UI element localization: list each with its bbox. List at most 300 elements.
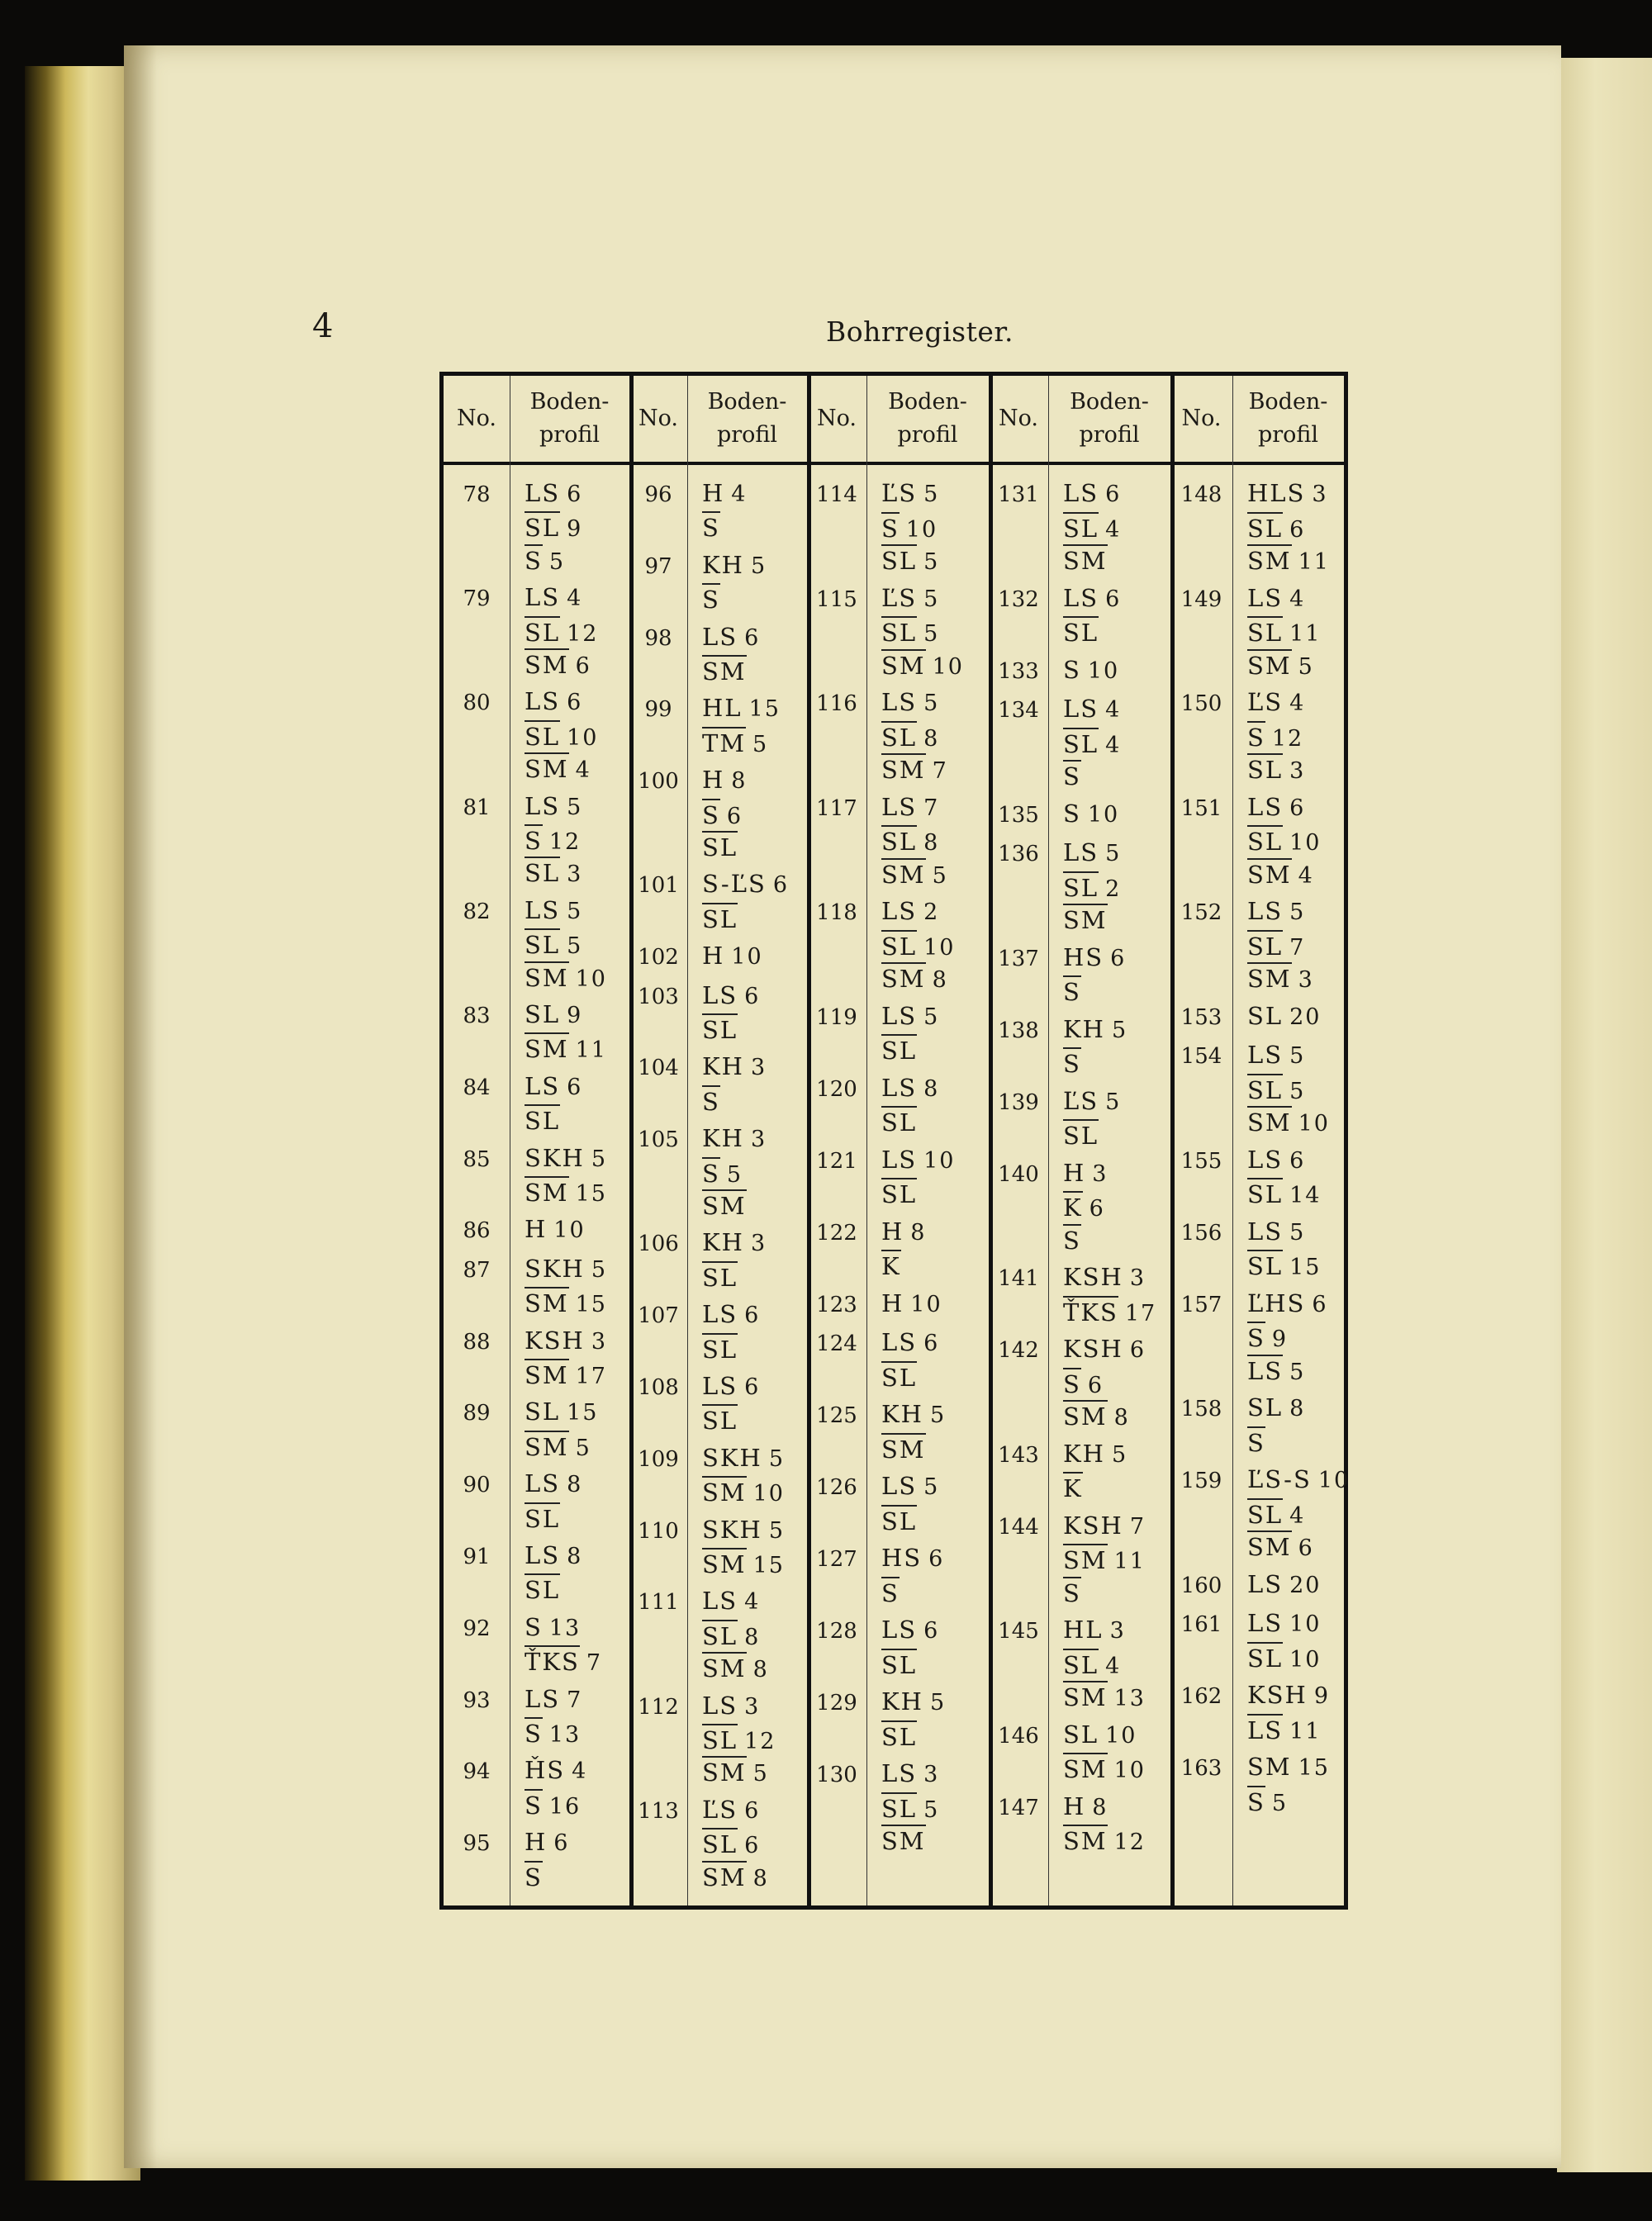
entry-number: 95: [463, 1831, 491, 1857]
soil-code: SL: [881, 930, 917, 961]
entry-number: 97: [644, 553, 672, 579]
soil-code: H: [1063, 1158, 1086, 1187]
entry-number: 135: [998, 802, 1039, 828]
layer-depth: 15: [752, 1553, 785, 1578]
soil-layer: [1247, 897, 1305, 925]
entry-number: 102: [638, 945, 679, 971]
soil-layer: [1063, 1015, 1127, 1043]
entry-number: 115: [816, 586, 857, 612]
soil-code: LS: [881, 1328, 918, 1356]
entry-number: 84: [463, 1075, 491, 1100]
layer-depth: 5: [1289, 1078, 1306, 1104]
soil-code: SM: [881, 1433, 926, 1464]
soil-layer: [525, 1645, 602, 1676]
entry-number: 118: [816, 900, 857, 925]
soil-code: LS: [525, 895, 561, 924]
soil-layer: [702, 655, 747, 686]
soil-layer: [1247, 1681, 1330, 1709]
soil-layer: [702, 1548, 785, 1578]
soil-code: LS: [525, 1684, 561, 1713]
entry-number: 113: [638, 1798, 679, 1824]
soil-layer: [525, 1431, 591, 1461]
soil-layer: [525, 479, 582, 507]
soil-code: LS: [525, 1071, 561, 1100]
soil-layer: [881, 1328, 939, 1356]
layer-depth: 4: [1289, 1502, 1306, 1529]
soil-layer: [702, 1516, 785, 1544]
soil-layer: [525, 961, 607, 992]
layer-depth: 17: [575, 1364, 607, 1389]
layer-depth: 5: [752, 1761, 769, 1787]
soil-layer: [702, 1189, 747, 1220]
soil-code: SL: [1063, 1119, 1099, 1150]
soil-layer: [525, 1502, 560, 1533]
entry-number: 134: [998, 698, 1039, 723]
soil-code: KH: [881, 1687, 923, 1716]
layer-depth: 5: [548, 548, 566, 575]
soil-layer: [525, 1215, 586, 1243]
soil-layer: [702, 1444, 785, 1472]
soil-code: K: [881, 1250, 901, 1280]
soil-code: KSH: [1063, 1511, 1123, 1540]
layer-depth: 5: [1289, 1359, 1306, 1385]
soil-code: SL: [525, 928, 560, 959]
soil-code: SM: [1247, 1753, 1292, 1781]
soil-layer: [1247, 1250, 1321, 1280]
layer-depth: 10: [910, 1291, 942, 1317]
entry-number: 130: [816, 1763, 857, 1787]
header-no: No.: [999, 406, 1038, 431]
layer-depth: 14: [1289, 1183, 1322, 1208]
layer-depth: 10: [731, 944, 763, 971]
soil-code: S: [702, 799, 720, 829]
soil-layer: [1247, 1178, 1321, 1208]
layer-depth: 5: [591, 1256, 608, 1283]
layer-depth: 5: [923, 621, 940, 647]
soil-code: SM: [525, 1359, 569, 1389]
soil-layer: [881, 1289, 942, 1317]
soil-layer: [881, 1577, 900, 1607]
layer-depth: 15: [748, 696, 781, 723]
soil-code: SL: [1063, 616, 1099, 647]
layer-depth: 6: [1110, 945, 1127, 971]
soil-code: SL: [1247, 1074, 1283, 1104]
entry-number: 83: [463, 1004, 491, 1028]
layer-depth: 5: [591, 1146, 608, 1172]
layer-depth: 8: [923, 1075, 940, 1102]
layer-depth: 11: [575, 1037, 607, 1064]
header-bodenprofil-line: Boden-: [1070, 389, 1149, 415]
soil-layer: [1247, 1714, 1321, 1744]
soil-layer: [525, 1104, 560, 1135]
soil-code: S: [1247, 1426, 1265, 1457]
soil-layer: [1063, 1224, 1081, 1255]
soil-code: SL: [881, 825, 917, 856]
soil-layer: [1247, 930, 1305, 961]
layer-depth: 7: [567, 1687, 583, 1713]
layer-depth: 3: [923, 1762, 940, 1787]
soil-code: K: [1063, 1191, 1083, 1222]
layer-depth: 10: [752, 1481, 785, 1507]
entry-number: 79: [463, 586, 491, 612]
layer-depth: 6: [744, 624, 761, 651]
soil-layer: [1247, 825, 1321, 856]
soil-code: LS: [525, 583, 561, 612]
soil-layer: [1247, 479, 1328, 507]
soil-code: SM: [702, 1861, 747, 1891]
soil-layer: [1063, 760, 1081, 790]
entry-number: 122: [816, 1220, 857, 1246]
soil-layer: [702, 1692, 760, 1720]
entry-number: 107: [638, 1303, 679, 1329]
running-head: Bohrregister.: [826, 316, 1014, 348]
soil-code: ĽS: [702, 1795, 738, 1824]
soil-code: LS: [702, 1300, 738, 1329]
soil-layer: [525, 1861, 543, 1891]
soil-layer: [1247, 753, 1305, 784]
soil-code: LS: [881, 897, 918, 925]
soil-code: SL: [702, 1404, 738, 1435]
layer-depth: 6: [1289, 795, 1306, 821]
layer-depth: 6: [575, 653, 591, 679]
soil-layer: [702, 511, 720, 542]
soil-code: LS: [525, 1541, 561, 1569]
soil-layer: [525, 1685, 582, 1713]
soil-code: ĽS-S: [1247, 1465, 1312, 1493]
soil-code: SL: [1247, 1393, 1284, 1421]
entry-number: 110: [638, 1518, 679, 1544]
soil-code: SM: [702, 1652, 747, 1682]
layer-depth: 6: [1312, 1291, 1328, 1317]
soil-code: KH: [702, 1052, 744, 1081]
layer-depth: 3: [750, 1055, 767, 1081]
soil-code: SKH: [525, 1143, 585, 1172]
soil-code: SM: [702, 1756, 747, 1787]
soil-layer: [525, 544, 565, 575]
soil-code: HS: [881, 1544, 923, 1572]
soil-code: SL: [525, 1000, 561, 1028]
soil-layer: [702, 942, 763, 970]
entry-number: 136: [998, 842, 1039, 866]
layer-depth: 6: [744, 983, 761, 1009]
soil-code: SL: [1063, 1649, 1099, 1679]
soil-code: SKH: [702, 1443, 762, 1472]
layer-depth: 4: [1298, 862, 1314, 889]
soil-layer: [702, 583, 720, 614]
layer-depth: 11: [1298, 549, 1330, 575]
soil-layer: [702, 1652, 769, 1682]
entry-number: 158: [1180, 1397, 1222, 1421]
layer-depth: 3: [750, 1231, 767, 1257]
layer-depth: 7: [1289, 934, 1306, 961]
layer-depth: 4: [1105, 1653, 1122, 1679]
soil-code: ĽS: [1247, 688, 1284, 716]
soil-layer: [702, 694, 781, 722]
soil-code: SM: [1063, 1400, 1108, 1431]
soil-code: SL: [525, 720, 560, 751]
soil-code: SM: [525, 752, 569, 783]
layer-depth: 8: [1289, 1396, 1306, 1421]
soil-layer: [881, 544, 939, 575]
layer-depth: 4: [731, 482, 748, 507]
soil-code: KSH: [525, 1326, 585, 1355]
soil-code: S: [525, 1789, 543, 1820]
soil-code: LS: [881, 792, 918, 821]
soil-code: SL: [1063, 728, 1099, 758]
soil-layer: [525, 648, 591, 679]
soil-code: SL: [1247, 512, 1283, 543]
soil-layer: [702, 1228, 767, 1256]
soil-layer: [525, 511, 582, 542]
soil-code: SL: [881, 1720, 917, 1751]
header-bodenprofil-line: Boden-: [707, 389, 787, 415]
layer-depth: 16: [548, 1793, 582, 1820]
soil-code: LS: [881, 1145, 918, 1174]
soil-code: SL: [1247, 825, 1283, 856]
soil-code: H: [702, 479, 725, 507]
soil-layer: [1247, 1786, 1288, 1816]
soil-layer: [881, 721, 939, 752]
layer-depth: 3: [1312, 482, 1328, 507]
soil-code: SKH: [525, 1254, 585, 1283]
soil-layer: [1247, 688, 1305, 716]
header-no: No.: [457, 406, 496, 431]
soil-layer: [525, 1573, 560, 1604]
soil-code: SL: [1063, 512, 1099, 543]
entry-number: 133: [998, 658, 1039, 684]
entry-number: 106: [638, 1232, 679, 1257]
header-bodenprofil-line: Boden-: [1248, 389, 1328, 415]
soil-code: S: [525, 1612, 543, 1641]
header-bodenprofil-line: profil: [539, 422, 601, 448]
soil-code: H: [881, 1217, 904, 1246]
soil-code: LS: [1247, 1355, 1283, 1385]
header-rule: [444, 462, 1344, 465]
soil-code: H: [702, 766, 725, 795]
layer-depth: 5: [575, 1435, 591, 1461]
soil-code: SL: [702, 1828, 738, 1858]
layer-depth: 5: [750, 553, 767, 579]
soil-layer: [1063, 1119, 1099, 1150]
soil-code: LS: [1063, 838, 1099, 866]
soil-code: LS: [1247, 1217, 1284, 1246]
soil-layer: [702, 799, 743, 829]
entry-number: 80: [463, 691, 491, 716]
soil-layer: [525, 1032, 607, 1063]
soil-layer: [702, 1620, 760, 1650]
soil-code: SM: [1247, 1106, 1292, 1137]
soil-layer: [1063, 904, 1108, 934]
soil-layer: [702, 1261, 738, 1292]
soil-layer: [525, 1326, 607, 1355]
soil-layer: [525, 1398, 598, 1426]
layer-depth: 6: [1289, 516, 1306, 543]
soil-layer: [1247, 1426, 1265, 1457]
soil-code: S: [702, 511, 720, 542]
soil-layer: [1247, 1753, 1330, 1781]
header-bodenprofil-line: Boden-: [888, 389, 967, 415]
soil-layer: [1063, 1649, 1121, 1679]
soil-layer: [525, 1541, 582, 1569]
book-edge: [25, 66, 140, 2181]
soil-code: S: [1063, 1368, 1081, 1398]
soil-layer: [702, 1724, 776, 1754]
soil-layer: [1063, 1400, 1130, 1431]
layer-depth: 6: [1129, 1337, 1146, 1363]
layer-depth: 15: [1298, 1755, 1330, 1781]
layer-depth: 10: [567, 724, 599, 751]
header-bodenprofil-line: profil: [1079, 422, 1140, 448]
soil-code: LS: [1247, 1714, 1283, 1744]
soil-layer: [1063, 1544, 1146, 1574]
soil-layer: [881, 1759, 939, 1787]
layer-depth: 12: [567, 620, 599, 647]
layer-depth: 8: [923, 725, 940, 752]
soil-code: KH: [702, 1124, 744, 1153]
layer-depth: 10: [1289, 1611, 1322, 1637]
soil-layer: [881, 1400, 946, 1428]
soil-layer: [1247, 544, 1330, 575]
soil-code: S: [1063, 760, 1081, 790]
layer-depth: 5: [929, 1690, 947, 1716]
soil-layer: [1063, 1720, 1137, 1749]
entry-number: 128: [816, 1619, 857, 1644]
layer-depth: 8: [910, 1219, 927, 1246]
soil-layer: [1247, 1355, 1305, 1385]
layer-depth: 5: [923, 1474, 940, 1500]
layer-depth: 15: [575, 1292, 607, 1318]
soil-layer: [881, 1146, 955, 1174]
layer-depth: 3: [750, 1127, 767, 1153]
entry-number: 154: [1180, 1044, 1222, 1069]
layer-depth: 5: [752, 731, 769, 757]
entry-number: 96: [644, 482, 672, 507]
soil-code: SM: [1063, 904, 1108, 934]
soil-code: LS: [881, 1001, 918, 1030]
layer-depth: 10: [923, 1147, 956, 1174]
layer-depth: 4: [1105, 732, 1122, 758]
soil-code: S: [881, 512, 900, 543]
soil-code: H: [525, 1215, 548, 1244]
soil-layer: [1063, 1472, 1083, 1502]
entry-number: 119: [816, 1004, 857, 1030]
layer-depth: 5: [1111, 1441, 1128, 1468]
soil-code: SM: [1063, 544, 1108, 575]
soil-layer: [1247, 1106, 1330, 1137]
entry-number: 108: [638, 1375, 679, 1400]
soil-code: SL: [881, 1505, 917, 1535]
soil-layer: [702, 1085, 720, 1116]
layer-depth: 6: [1105, 586, 1122, 612]
soil-layer: [1063, 695, 1121, 723]
header-bodenprofil-line: profil: [716, 422, 778, 448]
layer-depth: 5: [726, 1161, 743, 1188]
soil-layer: [1063, 1577, 1081, 1607]
layer-depth: 8: [567, 1544, 583, 1569]
soil-layer: [1247, 1530, 1314, 1561]
soil-layer: [702, 479, 747, 507]
soil-code: LS: [1247, 583, 1284, 612]
layer-depth: 6: [923, 1331, 940, 1356]
soil-code: SM: [525, 1431, 569, 1461]
layer-depth: 15: [575, 1181, 607, 1207]
layer-depth: 12: [1271, 725, 1304, 752]
entry-number: 138: [998, 1018, 1039, 1043]
bohrregister-table: [439, 372, 1351, 1910]
soil-layer: [881, 1544, 944, 1572]
header-bodenprofil-line: Boden-: [529, 389, 610, 415]
soil-code: S: [1063, 1224, 1081, 1255]
soil-code: S: [1063, 799, 1081, 828]
soil-code: S: [525, 1717, 543, 1748]
layer-depth: 3: [1289, 758, 1306, 784]
soil-code: SM: [1247, 858, 1292, 889]
soil-code: S: [525, 544, 543, 575]
layer-depth: 3: [591, 1328, 608, 1355]
soil-layer: [881, 1616, 939, 1644]
soil-code: SL: [1247, 1498, 1283, 1529]
layer-depth: 10: [1087, 657, 1120, 684]
layer-depth: 8: [932, 967, 948, 993]
layer-depth: 4: [575, 757, 591, 784]
soil-code: ĽHS: [1247, 1288, 1306, 1317]
layer-depth: 5: [923, 1004, 940, 1030]
soil-code: KH: [1063, 1014, 1105, 1043]
layer-depth: 12: [744, 1729, 776, 1754]
layer-depth: 5: [768, 1517, 786, 1544]
soil-code: SL: [702, 1261, 738, 1292]
soil-layer: [702, 1372, 760, 1400]
soil-layer: [1247, 1289, 1328, 1317]
entry-number: 143: [998, 1442, 1039, 1468]
entry-number: 120: [816, 1076, 857, 1102]
soil-layer: [1063, 616, 1099, 647]
soil-layer: [525, 928, 582, 959]
entry-number: 153: [1180, 1004, 1222, 1030]
soil-code: ĽS: [1063, 1086, 1099, 1115]
soil-layer: [525, 687, 582, 715]
soil-layer: [1247, 616, 1321, 647]
soil-code: SM: [702, 1189, 747, 1220]
soil-layer: [1063, 584, 1121, 612]
soil-code: HL: [1063, 1616, 1104, 1644]
soil-layer: [525, 792, 582, 820]
layer-depth: 6: [1298, 1535, 1314, 1561]
soil-layer: [1247, 1146, 1305, 1174]
soil-layer: [702, 1013, 738, 1044]
soil-layer: [881, 1433, 926, 1464]
soil-layer: [881, 1106, 917, 1137]
soil-layer: [1247, 1322, 1288, 1352]
entry-number: 104: [638, 1056, 679, 1081]
entry-number: 100: [638, 769, 679, 795]
soil-code: SL: [1063, 871, 1099, 902]
entry-number: 99: [644, 697, 672, 723]
soil-layer: [881, 512, 938, 543]
soil-code: SM: [702, 1548, 747, 1578]
soil-code: SL: [702, 1620, 738, 1650]
header-no: No.: [638, 406, 678, 431]
soil-layer: [525, 616, 598, 647]
soil-layer: [881, 1074, 939, 1102]
soil-code: SL: [1063, 1720, 1099, 1749]
layer-depth: 5: [567, 794, 583, 820]
soil-code: ŤKS: [1063, 1296, 1118, 1326]
soil-code: KH: [1063, 1439, 1105, 1468]
soil-layer: [881, 1792, 939, 1823]
layer-depth: 11: [1113, 1549, 1146, 1574]
entry-number: 121: [816, 1148, 857, 1174]
